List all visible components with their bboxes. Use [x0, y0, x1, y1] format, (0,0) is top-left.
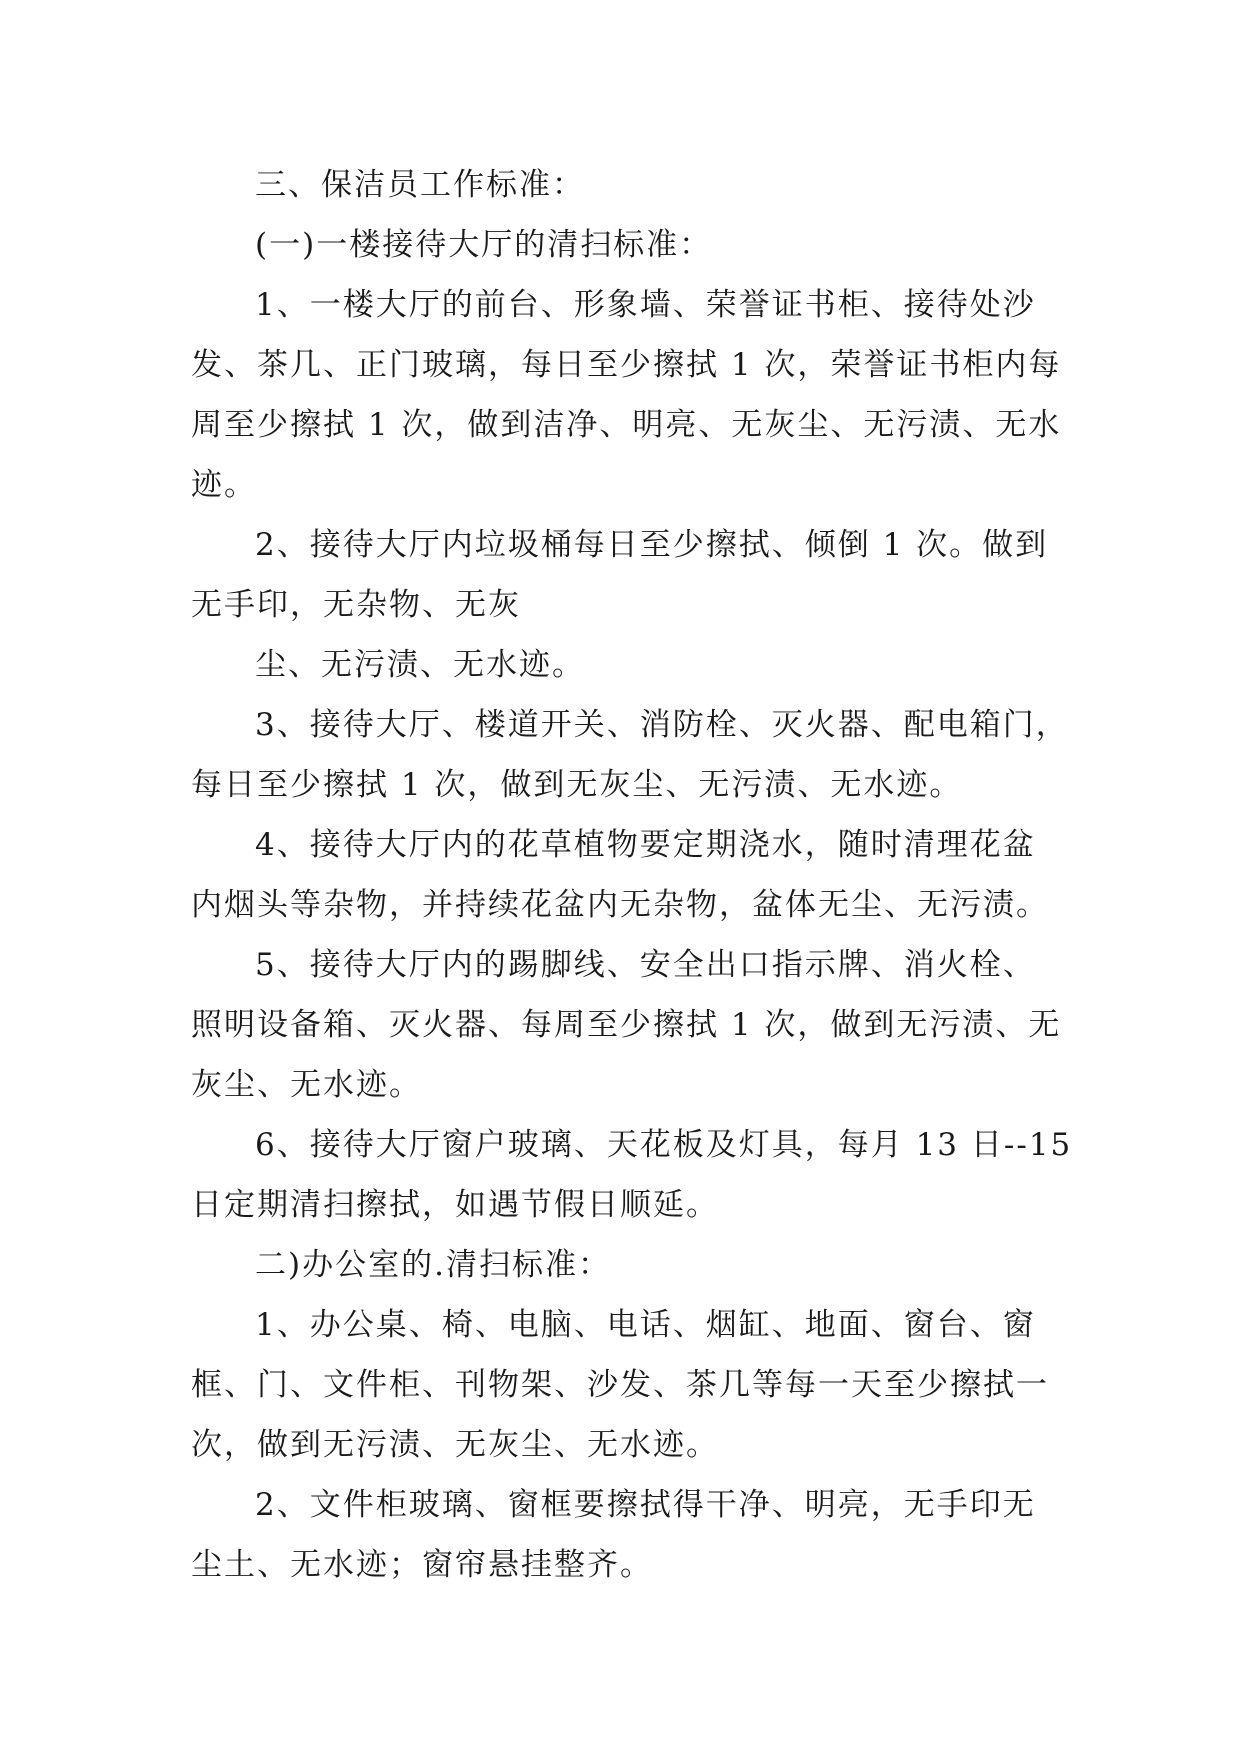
paragraph-line: 发、茶几、正门玻璃，每日至少擦拭 1 次，荣誉证书柜内每 — [191, 347, 1062, 383]
paragraph-line: 2、接待大厅内垃圾桶每日至少擦拭、倾倒 1 次。做到 — [255, 527, 1049, 563]
paragraph-line: 迹。 — [191, 467, 257, 503]
paragraph-line: 5、接待大厅内的踢脚线、安全出口指示牌、消火栓、 — [255, 947, 1036, 983]
paragraph-line: 周至少擦拭 1 次，做到洁净、明亮、无灰尘、无污渍、无水 — [191, 407, 1062, 443]
paragraph-line: 日定期清扫擦拭，如遇节假日顺延。 — [191, 1187, 719, 1223]
paragraph-line: 1、一楼大厅的前台、形象墙、荣誉证书柜、接待处沙 — [255, 287, 1036, 323]
paragraph-line: 次，做到无污渍、无灰尘、无水迹。 — [191, 1427, 719, 1463]
paragraph-line: 每日至少擦拭 1 次，做到无灰尘、无污渍、无水迹。 — [191, 767, 963, 803]
paragraph-line: 4、接待大厅内的花草植物要定期浇水，随时清理花盆 — [255, 827, 1036, 863]
paragraph-line: 1、办公桌、椅、电脑、电话、烟缸、地面、窗台、窗 — [255, 1307, 1036, 1343]
paragraph-line: 灰尘、无水迹。 — [191, 1067, 422, 1103]
subsection-heading: 二)办公室的.清扫标准： — [255, 1247, 611, 1283]
paragraph-line: 3、接待大厅、楼道开关、消防栓、灭火器、配电箱门， — [255, 707, 1069, 743]
document-body — [191, 155, 1073, 1595]
paragraph-line: 照明设备箱、灭火器、每周至少擦拭 1 次，做到无污渍、无 — [191, 1007, 1062, 1043]
paragraph-line: 6、接待大厅窗户玻璃、天花板及灯具，每月 13 日--15 — [255, 1127, 1073, 1163]
paragraph-line: 2、文件柜玻璃、窗框要擦拭得干净、明亮，无手印无 — [255, 1487, 1036, 1523]
paragraph-line: 尘、无污渍、无水迹。 — [255, 647, 585, 683]
paragraph-line: 尘土、无水迹；窗帘悬挂整齐。 — [191, 1547, 653, 1583]
subsection-heading: (一)一楼接待大厅的清扫标准： — [255, 227, 713, 263]
section-heading: 三、保洁员工作标准： — [255, 167, 585, 203]
paragraph-line: 框、门、文件柜、刊物架、沙发、茶几等每一天至少擦拭一 — [191, 1367, 1049, 1403]
paragraph-line: 无手印，无杂物、无灰 — [191, 587, 521, 623]
paragraph-line: 内烟头等杂物，并持续花盆内无杂物，盆体无尘、无污渍。 — [191, 887, 1049, 923]
